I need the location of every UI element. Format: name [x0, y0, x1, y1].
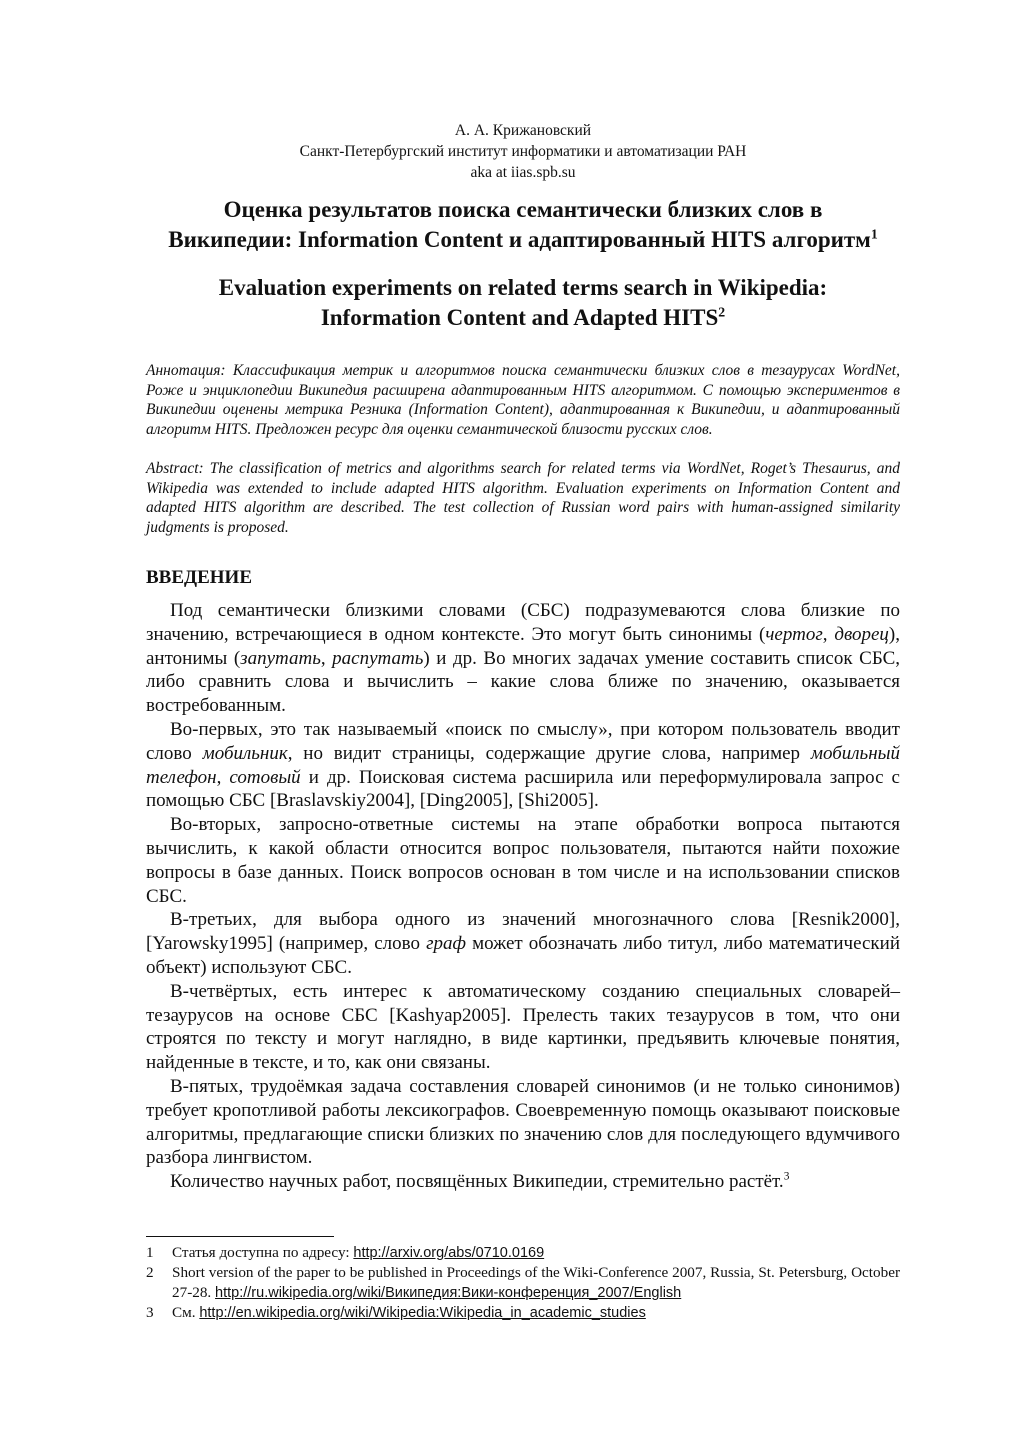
author-email: aka at iias.spb.su — [470, 164, 576, 181]
footnote-divider — [146, 1236, 334, 1237]
title-en-line1: Evaluation experiments on related terms search in Wikipedia: — [218, 275, 828, 300]
author-affiliation: Санкт-Петербургский институт информатики и автоматизации РАН — [299, 143, 747, 160]
footnote-ref-2[interactable]: 2 — [718, 304, 726, 320]
author-block — [146, 120, 900, 183]
footnote-1-link[interactable]: http://arxiv.org/abs/0710.0169 — [353, 1245, 545, 1261]
title-en-line2: Information Content and Adapted HITS$^2$ — [320, 304, 726, 330]
paragraph-5: В-четвёртых, есть интерес к автоматическому созданию специальных словарей–тезаурусов на основе СБС [Kashyap2005]. Прелесть таких тезаурусов в том, что они строятся по тексту и могут наглядно, в виде картинки, предъявить ключевые понятия, найденные в тексте, и то, как они связаны. — [146, 980, 900, 1074]
paragraph-3: Во-вторых, запросно-ответные системы на этапе обработки вопроса пытаются вычислить, к какой области относится вопрос пользователя, пытаются найти похожие вопросы в базе данных. Поиск вопросов основан в том числе и на использовании списков СБС. — [146, 814, 900, 907]
paragraph-2: Во-первых, это так называемый «поиск по смыслу», при котором пользователь вводит слово мобильник, но видит страницы, содержащие другие слова, например мобильный телефон, сотовый и др. Поисковая система расширила или переформулировала запрос с помощью СБС [Braslavskiy2004], [Ding2005], [Shi2005]. — [146, 718, 900, 812]
section-heading-intro: ВВЕДЕНИЕ — [146, 567, 252, 588]
author-name: А. А. Крижановский — [454, 122, 592, 139]
paper-page — [146, 120, 900, 1194]
paragraph-7: Количество научных работ, посвящённых Википедии, стремительно растёт.$^3$ — [170, 1170, 790, 1193]
abstract-russian: Аннотация: Классификация метрик и алгоритмов поиска семантически близких слов в тезаурусах WordNet, Роже и энциклопедии Википедия расширена адаптированным HITS алгоритмом. С помощью экспериментов в Википедии оценены метрика Резника (Information Content), адаптированная к Википедии, и адаптированный алгоритм HITS. Предложен ресурс для оценки семантической близости русских слов. — [146, 362, 900, 438]
footnote-1: 1 Статья доступна по адресу: http://arxiv.org/abs/0710.0169 — [146, 1244, 545, 1261]
title-russian — [146, 195, 900, 255]
footnote-3-link[interactable]: http://en.wikipedia.org/wiki/Wikipedia:Wikipedia_in_academic_studies — [199, 1305, 646, 1321]
title-ru-line2: Википедии: Information Content и адаптированный HITS алгоритм$^1$ — [168, 226, 878, 252]
paragraph-4: В-третьих, для выбора одного из значений многозначного слова [Resnik2000], [Yarowsky1995] (например, слово граф может обозначать либо титул, либо математический объект) используют СБС. — [146, 909, 900, 978]
paragraph-1: Под семантически близкими словами (СБС) подразумеваются слова близкие по значению, встречающиеся в одном контексте. Это могут быть синонимы (чертог, дворец), антонимы (запутать, распутать) и др. Во многих задачах умение составить список СБС, либо сравнить слова и вычислить – какие слова ближе по значению, оказывается востребованным. — [146, 600, 901, 717]
footnotes — [146, 1236, 900, 1323]
abstract-english: Abstract: The classification of metrics and algorithms search for related terms via WordNet, Roget’s Thesaurus, and Wikipedia was extended to include adapted HITS algorithm. Evaluation experiments on Information Content and adapted HITS algorithm are described. The test collection of Russian word pairs with human-assigned similarity judgments is proposed. — [146, 460, 900, 536]
paragraph-6: В-пятых, трудоёмкая задача составления словарей синонимов (и не только синонимов) требует кропотливой работы лексикографов. Своевременную помощь оказывают поисковые алгоритмы, предлагающие списки близких по значению слов для последующего вдумчивого разбора лингвистом. — [146, 1075, 900, 1169]
footnote-ref-3[interactable]: 3 — [783, 1170, 790, 1183]
title-ru-line1: Оценка результатов поиска семантически близких слов в — [223, 197, 823, 222]
footnote-2-link[interactable]: http://ru.wikipedia.org/wiki/Википедия:Вики-конференция_2007/English — [215, 1285, 682, 1301]
title-english — [146, 273, 900, 333]
footnote-ref-1[interactable]: 1 — [870, 226, 878, 242]
footnote-3: 3 См. http://en.wikipedia.org/wiki/Wikipedia:Wikipedia_in_academic_studies — [146, 1304, 646, 1321]
footnote-2: 2 Short version of the paper to be published in Proceedings of the Wiki-Conference 2007, Russia, St. Petersburg, October 27-28. http://ru.wikipedia.org/wiki/Википедия:Вики-конференция_2007/English — [146, 1264, 900, 1301]
